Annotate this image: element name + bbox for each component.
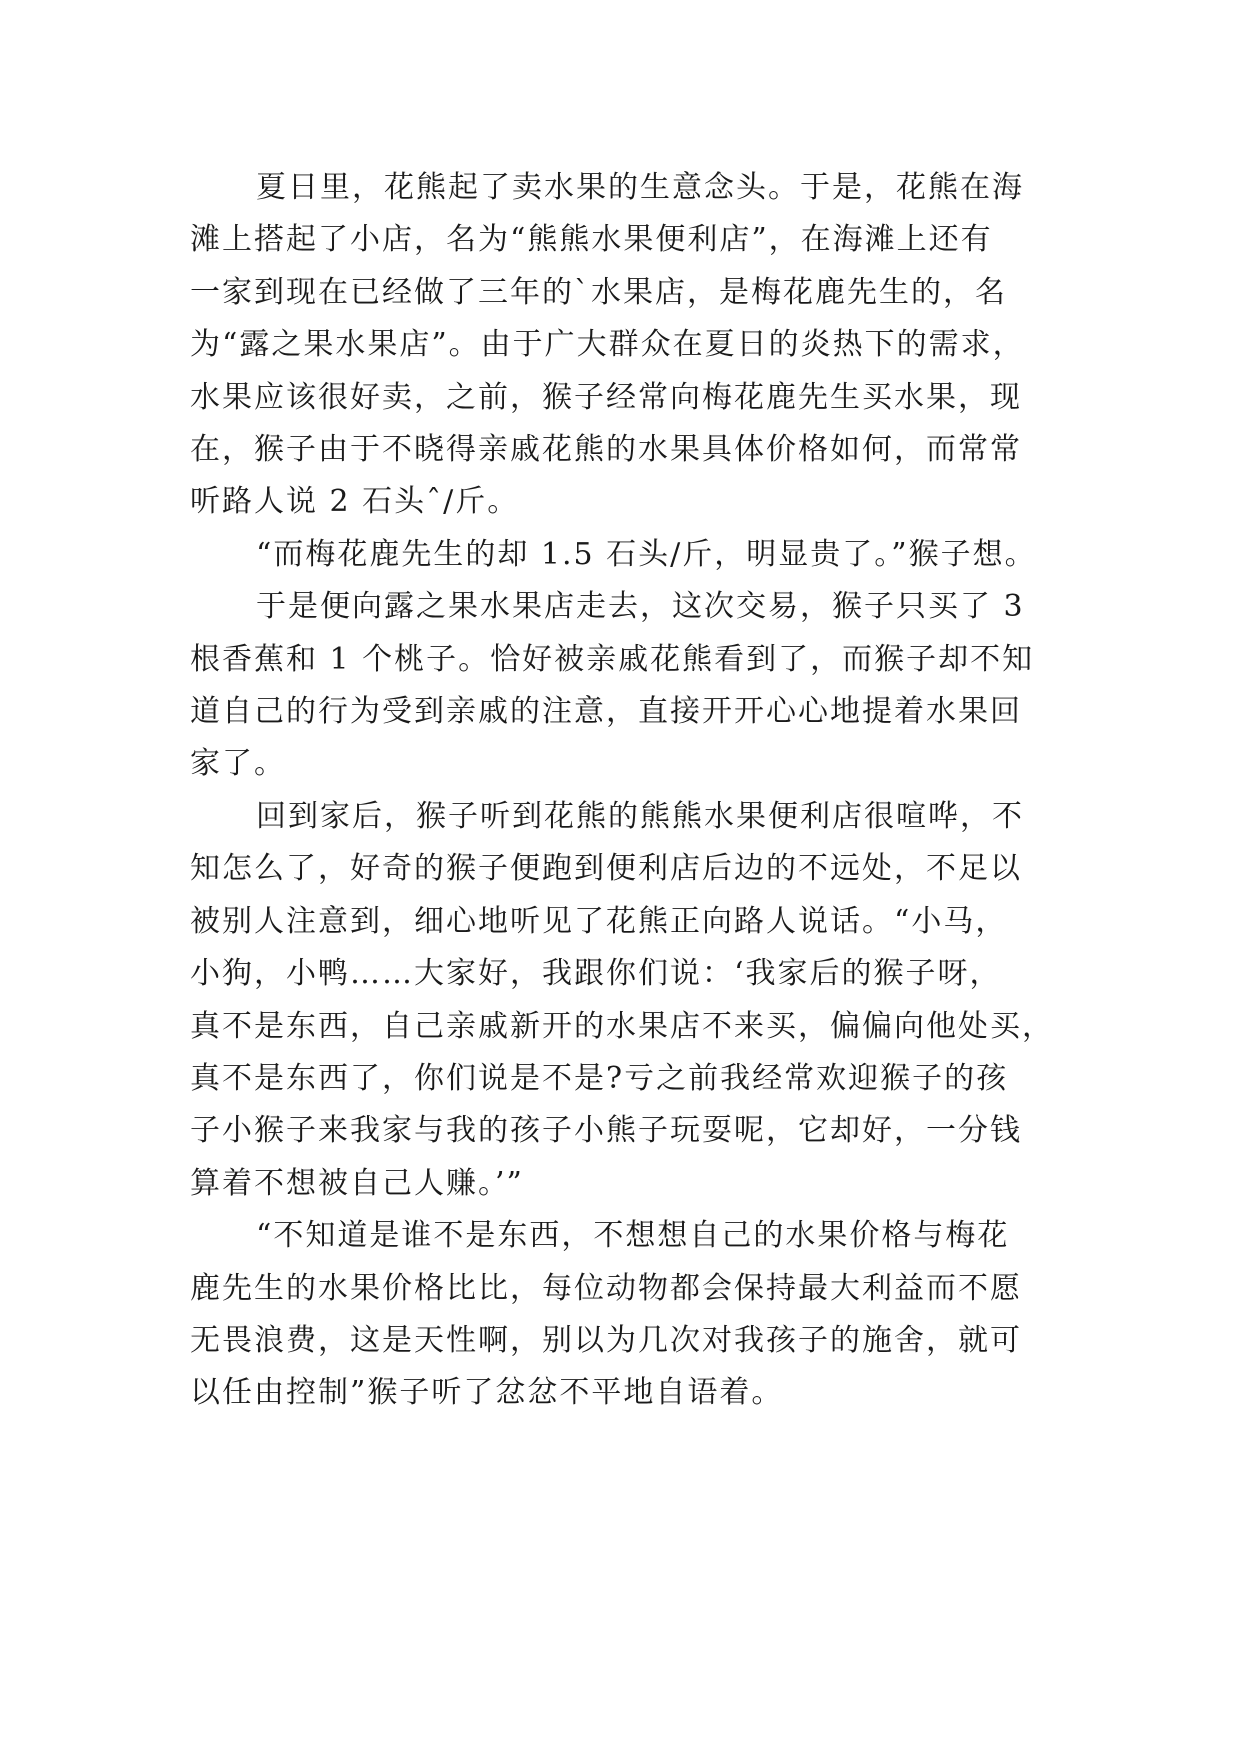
text-line: 真不是东西，自己亲戚新开的水果店不来买，偏偏向他处买， (190, 1008, 1054, 1044)
text-line: 根香蕉和 1 个桃子。恰好被亲戚花熊看到了，而猴子却不知 (190, 641, 1035, 677)
text-line: 为“露之果水果店”。由于广大群众在夏日的炎热下的需求， (190, 327, 1025, 363)
text-line: 以任由控制”猴子听了忿忿不平地自语着。 (190, 1375, 784, 1411)
text-line: 听路人说 2 石头ˆ/斤。 (190, 484, 520, 520)
text-line: 夏日里，花熊起了卖水果的生意念头。于是，花熊在海 (256, 170, 1024, 205)
text-line: 水果应该很好卖，之前，猴子经常向梅花鹿先生买水果，现 (190, 379, 1022, 415)
text-line: 一家到现在已经做了三年的`水果店，是梅花鹿先生的，名 (190, 274, 1007, 310)
text-line: “不知道是谁不是东西，不想想自己的水果价格与梅花 (256, 1218, 1010, 1254)
text-line: 鹿先生的水果价格比比，每位动物都会保持最大利益而不愿 (190, 1270, 1022, 1306)
text-line: 家了。 (190, 746, 286, 782)
paragraph-2 (190, 529, 1052, 581)
text-line: “而梅花鹿先生的却 1.5 石头/斤，明显贵了。”猴子想。 (256, 536, 1037, 572)
text-line: 滩上搭起了小店，名为“熊熊水果便利店”，在海滩上还有 (190, 222, 993, 258)
paragraph-4 (190, 791, 1052, 1210)
text-line: 回到家后，猴子听到花熊的熊熊水果便利店很喧哗，不 (256, 798, 1024, 834)
text-line: 真不是东西了，你们说是不是?亏之前我经常欢迎猴子的孩 (190, 1060, 1009, 1096)
text-line: 被别人注意到，细心地听见了花熊正向路人说话。“小马， (190, 903, 1008, 939)
text-line: 子小猴子来我家与我的孩子小熊子玩耍呢，它却好，一分钱 (190, 1113, 1022, 1149)
paragraph-5 (190, 1210, 1052, 1420)
paragraph-3 (190, 581, 1052, 791)
document-body (190, 162, 1052, 1420)
text-line: 道自己的行为受到亲戚的注意，直接开开心心地提着水果回 (190, 694, 1022, 730)
text-line: 算着不想被自己人赚。’” (190, 1165, 524, 1201)
text-line: 小狗，小鸭……大家好，我跟你们说：‘我家后的猴子呀， (190, 956, 1002, 992)
text-line: 无畏浪费，这是天性啊，别以为几次对我孩子的施舍，就可 (190, 1322, 1022, 1358)
text-line: 知怎么了，好奇的猴子便跑到便利店后边的不远处，不足以 (190, 851, 1022, 887)
paragraph-1 (190, 162, 1052, 529)
text-line: 在，猴子由于不晓得亲戚花熊的水果具体价格如何，而常常 (190, 432, 1022, 468)
text-line: 于是便向露之果水果店走去，这次交易，猴子只买了 3 (256, 589, 1025, 625)
